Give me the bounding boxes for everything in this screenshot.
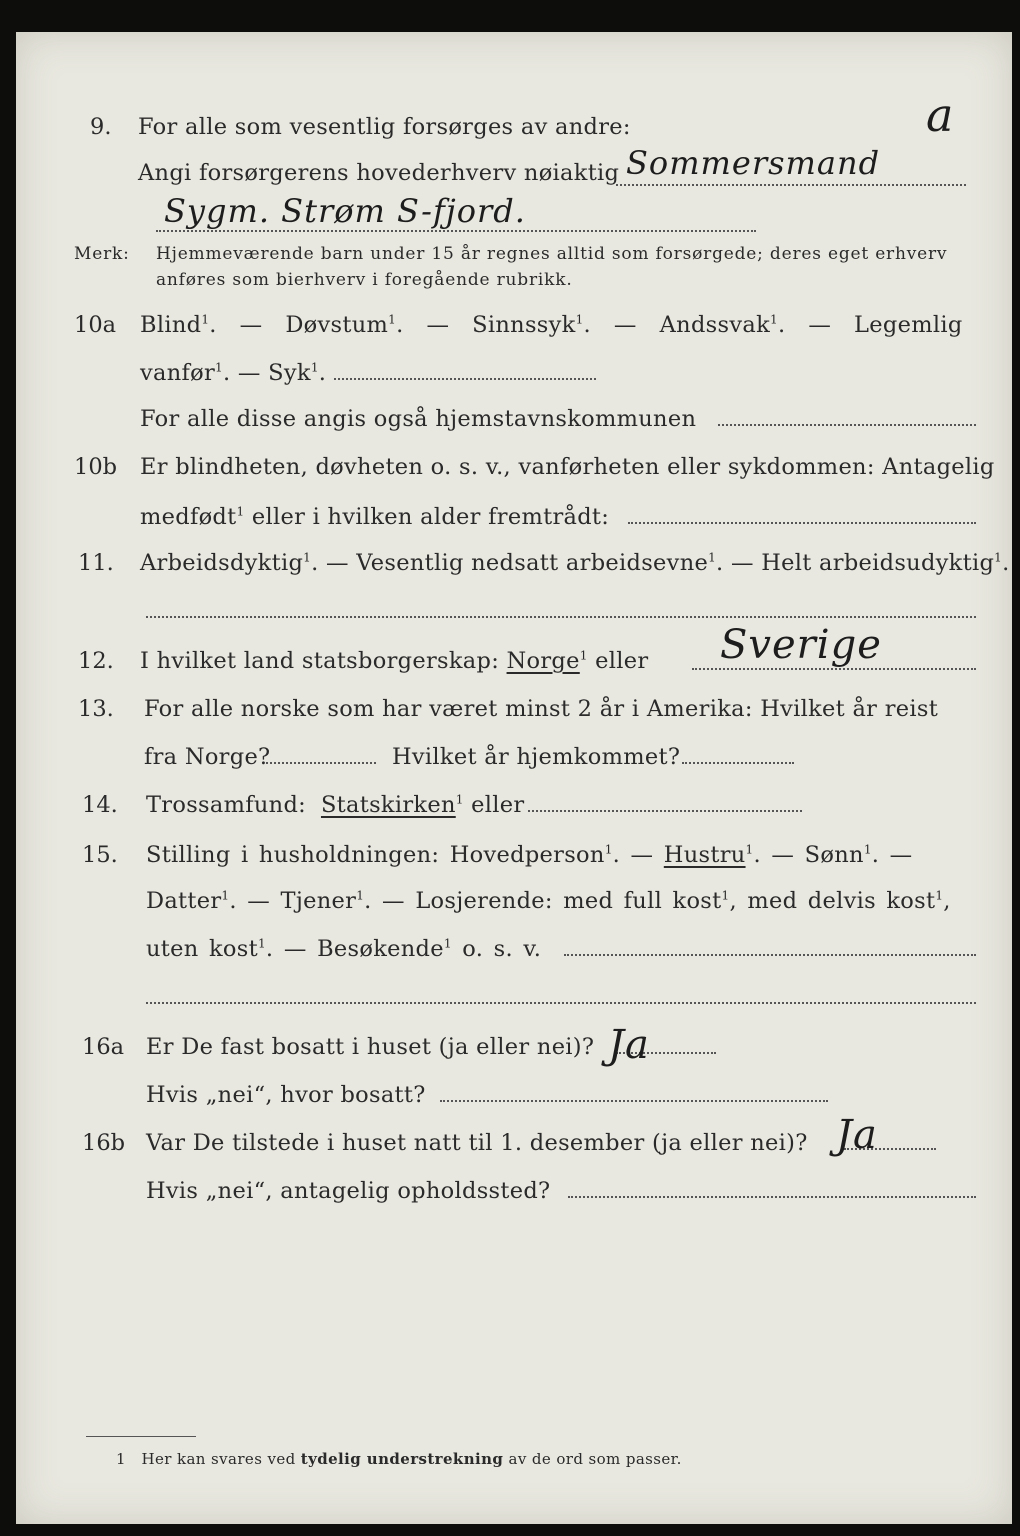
q16b-line2: Hvis „nei“, antagelig opholdssted?: [146, 1178, 551, 1204]
census-form-page: [16, 32, 1012, 1524]
q16a-handwritten-answer: Ja: [608, 1022, 650, 1068]
q15-extra-line: [146, 1002, 976, 1004]
q10b-line1: Er blindheten, døvheten o. s. v., vanførheten eller sykdommen: Antagelig: [140, 454, 995, 480]
q10a-number: 10a: [74, 312, 117, 338]
handwritten-corner-mark: a: [926, 88, 955, 142]
q9-number: 9.: [90, 114, 112, 140]
q10a-line3: For alle disse angis også hjemstavnskommunen: [140, 406, 697, 432]
q13-line1: For alle norske som har været minst 2 år i Amerika: Hvilket år reist: [144, 696, 939, 722]
q16b-line1: Var De tilstede i huset natt til 1. desember (ja eller nei)?: [146, 1130, 808, 1156]
q10b-line2: medfødt$^1$ eller i hvilken alder fremtrådt:: [140, 504, 610, 530]
q10a-line1: Blind$^1$. — Døvstum$^1$. — Sinnssyk$^1$. — Andssvak$^1$. — Legemlig: [140, 312, 963, 338]
q16b-handwritten-answer: Ja: [836, 1112, 878, 1158]
q10a-hjemstavn-line: [718, 424, 976, 426]
q15-line2: Datter$^1$. — Tjener$^1$. — Losjerende: med full kost$^1$, med delvis kost$^1$,: [146, 888, 951, 914]
merk-label: Merk:: [74, 244, 130, 264]
q12-handwritten-country: Sverige: [720, 622, 882, 668]
q16b-opholdssted-line: [568, 1196, 976, 1198]
q10a-syk-line: [334, 378, 596, 380]
q15-answer-line: [564, 954, 976, 956]
q9-answer-line1: [616, 184, 966, 186]
q9-handwritten-employer: Sygm. Strøm S-fjord.: [164, 192, 526, 230]
q9-line2: Angi forsørgerens hovederhverv nøiaktig: [138, 160, 620, 186]
footnote: 1 Her kan svares ved tydelig understrekning av de ord som passer.: [116, 1450, 682, 1468]
q15-line3: uten kost$^1$. — Besøkende$^1$ o. s. v.: [146, 936, 542, 962]
merk-line1: Hjemmeværende barn under 15 år regnes alltid som forsørgede; deres eget erhverv: [156, 244, 948, 264]
q16a-number: 16a: [82, 1034, 125, 1060]
q16a-bosatt-line: [440, 1100, 828, 1102]
q12-line: I hvilket land statsborgerskap: Norge$^1$ eller: [140, 648, 649, 674]
q9-handwritten-occupation: Sommersmand: [626, 144, 881, 182]
q13-hjemkommet: Hvilket år hjemkommet?: [392, 744, 681, 770]
q16a-line2: Hvis „nei“, hvor bosatt?: [146, 1082, 426, 1108]
q13-reist-line: [266, 762, 376, 764]
q11-line1: Arbeidsdyktig$^1$. — Vesentlig nedsatt arbeidsevne$^1$. — Helt arbeidsudyktig$^1$.: [140, 550, 1010, 576]
q11-number: 11.: [78, 550, 114, 576]
q13-fra-norge: fra Norge?: [144, 744, 271, 770]
q11-answer-line: [146, 616, 976, 618]
q12-answer-line: [692, 668, 976, 670]
q16b-number: 16b: [82, 1130, 126, 1156]
footnote-rule: [86, 1436, 196, 1437]
q12-number: 12.: [78, 648, 114, 674]
q10b-alder-line: [628, 522, 976, 524]
q9-line1: For alle som vesentlig forsørges av andre:: [138, 114, 631, 140]
q15-number: 15.: [82, 842, 118, 868]
q14-answer-line: [528, 810, 802, 812]
q13-number: 13.: [78, 696, 114, 722]
q9-answer-line2: [156, 230, 756, 232]
q16a-line1: Er De fast bosatt i huset (ja eller nei)?: [146, 1034, 595, 1060]
q10b-number: 10b: [74, 454, 118, 480]
q14-number: 14.: [82, 792, 118, 818]
q10a-line2: vanfør$^1$. — Syk$^1$.: [140, 360, 327, 386]
q13-hjemkommet-line: [682, 762, 794, 764]
q14-line: Trossamfund: Statskirken$^1$ eller: [146, 792, 525, 818]
q15-line1: Stilling i husholdningen: Hovedperson$^1$. — Hustru$^1$. — Sønn$^1$. —: [146, 842, 913, 868]
merk-line2: anføres som bierhverv i foregående rubrikk.: [156, 270, 573, 290]
